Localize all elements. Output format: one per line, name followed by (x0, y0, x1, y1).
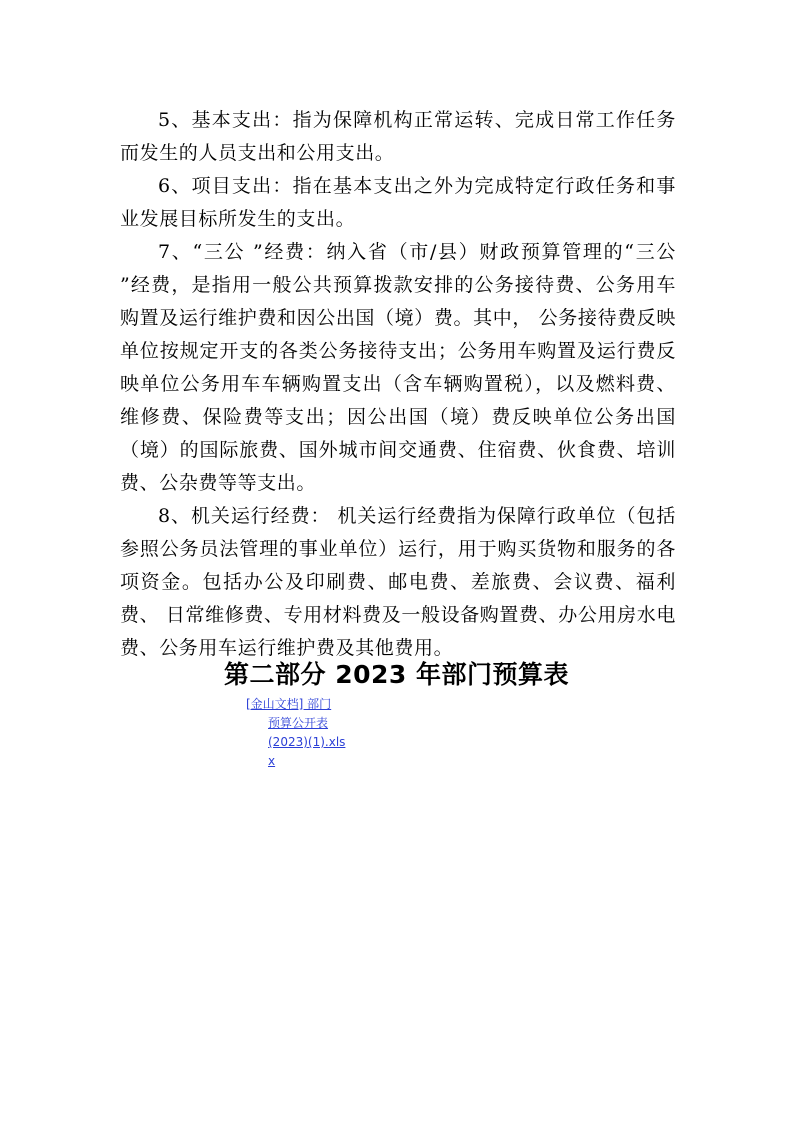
paragraph-operating-funds: 8、机关运行经费： 机关运行经费指为保障行政单位（包括参照公务员法管理的事业单位）运行，用于购买货物和服务的各项资金。包括办公及印刷费、邮电费、差旅费、会议费、福利费、 日常维修费、专用材料费及一般设备购置费、办公用房水电费、公务用车运行维护费及其他费用。 (120, 505, 676, 659)
attachment-link-line[interactable]: 预算公开表 (268, 716, 329, 730)
paragraph-project-expenditure: 6、项目支出：指在基本支出之外为完成特定行政任务和事业发展目标所发生的支出。 (120, 175, 676, 230)
paragraph-basic-expenditure: 5、基本支出：指为保障机构正常运转、完成日常工作任务而发生的人员支出和公用支出。 (120, 109, 676, 164)
attachment-link[interactable] (246, 695, 346, 771)
attachment-link-line[interactable]: [金山文档] 部门 (246, 697, 332, 711)
attachment-link-line[interactable]: (2023)(1).xls (268, 735, 346, 749)
part-two-heading: 第二部分 2023 年部门预算表 (224, 660, 569, 689)
paragraph-three-public-funds: 7、“三公 ”经费：纳入省（市/县）财政预算管理的“三公 ”经费，是指用一般公共预算拨款安排的公务接待费、公务用车购置及运行维护费和因公出国（境）费。其中， 公务接待费反映单位按规定开支的各类公务接待支出；公务用车购置及运行费反映单位公务用车车辆购置支出（含车辆购置税），以及燃料费、维修费、保险费等支出；因公出国（境）费反映单位公务出国（境）的国际旅费、国外城市间交通费、住宿费、伙食费、培训费、公杂费等等支出。 (120, 241, 676, 494)
body-text (120, 104, 676, 665)
attachment-link-line[interactable]: x (268, 754, 276, 768)
